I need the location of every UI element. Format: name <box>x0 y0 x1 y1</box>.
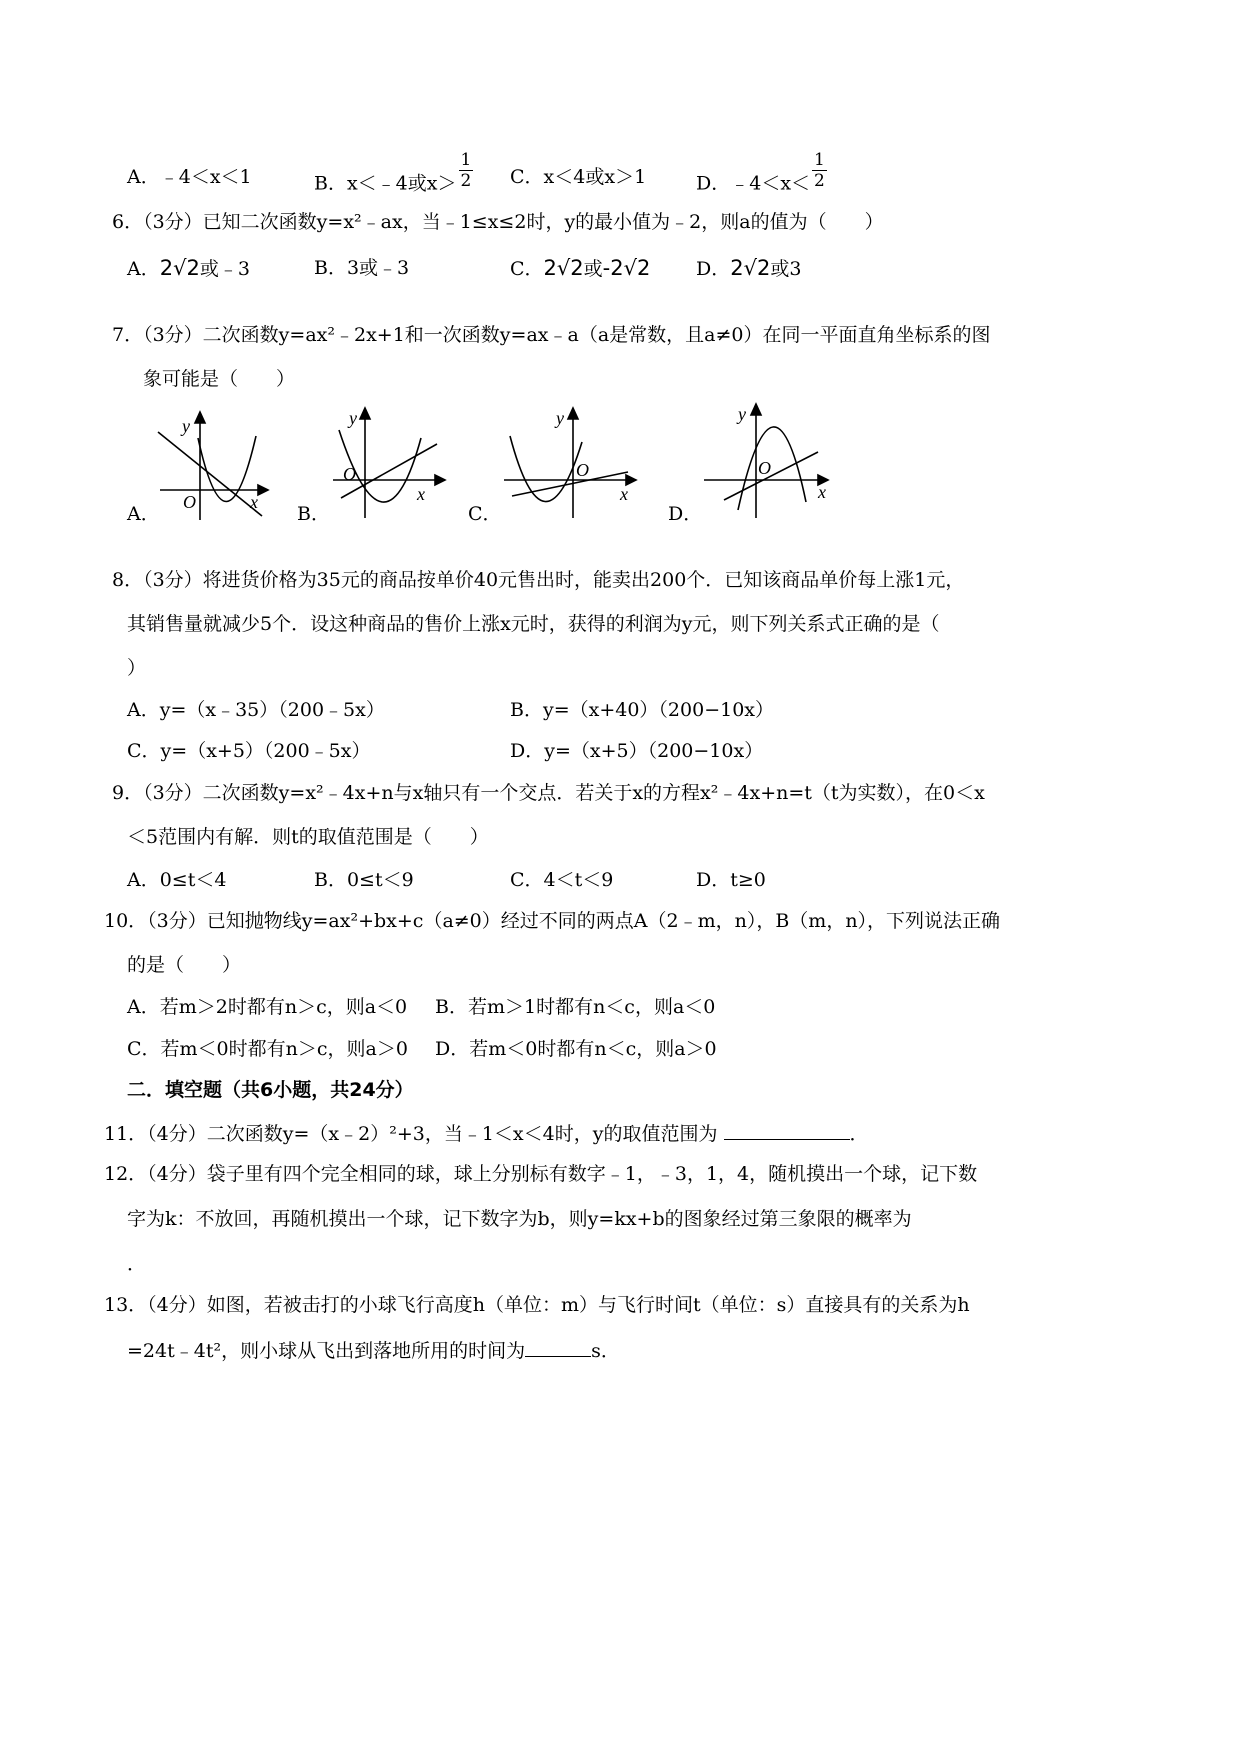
q6-option-b: B．3或﹣3 <box>314 257 410 279</box>
q8-option-b: B．y=（x+40）（200−10x） <box>510 699 775 721</box>
q7-stem-line2: 象可能是（ ） <box>143 368 296 390</box>
q9-option-a: A．0≤t＜4 <box>127 869 227 891</box>
q12-stem-line1: 12．（4分）袋子里有四个完全相同的球，球上分别标有数字﹣1，﹣3，1，4，随机摸出一个球，记下数 <box>104 1163 978 1185</box>
q8-stem-line1: 8．（3分）将进货价格为35元的商品按单价40元售出时，能卖出200个．已知该商品单价每上涨1元， <box>112 569 965 591</box>
axis-y-label: y <box>349 408 357 428</box>
q7-graph-b <box>325 400 455 522</box>
origin-label: O <box>183 492 196 512</box>
parabola <box>510 436 582 502</box>
x-arrow-icon <box>258 485 268 495</box>
q8-option-c: C．y=（x+5）（200﹣5x） <box>127 740 371 762</box>
origin-label: O <box>758 458 771 478</box>
q5-option-d: D．﹣4＜x＜ $\frac{1}{2}$ <box>696 150 825 195</box>
q7-graph-a <box>150 408 275 523</box>
line <box>158 432 262 516</box>
axis-x-label: x <box>417 484 425 504</box>
q8-option-a: A．y=（x﹣35）（200﹣5x） <box>127 699 385 721</box>
q7-graph-d <box>700 400 835 522</box>
x-arrow-icon <box>435 475 445 485</box>
origin-label: O <box>343 464 356 484</box>
q10-stem-line2: 的是（ ） <box>127 954 242 976</box>
q10-stem-line1: 10．（3分）已知抛物线y=ax²+bx+c（a≠0）经过不同的两点A（2﹣m，n），B（m，n），下列说法正确 <box>104 910 1001 932</box>
axis-y-label: y <box>556 408 564 428</box>
q5-option-a: A．﹣4＜x＜1 <box>127 166 252 188</box>
q10-option-d: D．若m＜0时都有n＜c，则a＞0 <box>435 1038 717 1060</box>
q7-graph-a-label: A． <box>127 503 160 525</box>
q6-stem: 6．（3分）已知二次函数y=x²﹣ax，当﹣1≤x≤2时，y的最小值为﹣2，则a的值为（ ） <box>112 211 884 233</box>
q7-stem-line1: 7．（3分）二次函数y=ax²﹣2x+1和一次函数y=ax﹣a（a是常数，且a≠0）在同一平面直角坐标系的图 <box>112 324 991 346</box>
axis-x-label: x <box>818 482 826 502</box>
y-arrow-icon <box>751 404 761 415</box>
origin-label: O <box>576 460 589 480</box>
axis-x-label: x <box>250 492 258 512</box>
q7-graph-d-label: D． <box>668 503 703 525</box>
q11-stem: 11．（4分）二次函数y=（x﹣2）²+3，当﹣1＜x＜4时，y的取值范围为 ． <box>104 1119 869 1147</box>
q9-option-c: C．4＜t＜9 <box>510 869 614 891</box>
q12-stem-line3: ． <box>127 1253 147 1275</box>
axis-y-label: y <box>738 404 746 424</box>
parabola <box>738 427 806 510</box>
q7-graph-c <box>498 400 643 522</box>
q9-option-d: D．t≥0 <box>696 869 766 891</box>
q5-option-b: B．x＜﹣4或x＞ $\frac{1}{2}$ <box>314 150 472 195</box>
fraction-half: $\frac{1}{2}$ <box>460 150 472 191</box>
parabola <box>198 436 256 502</box>
q8-stem-line3: ） <box>127 657 147 679</box>
q7-graph-b-label: B． <box>297 503 330 525</box>
fraction-half: $\frac{1}{2}$ <box>814 150 825 191</box>
answer-blank[interactable] <box>724 1119 850 1140</box>
q6-option-d: D．2√2或3 <box>696 256 802 280</box>
q7-graph-c-label: C． <box>468 503 502 525</box>
q6-option-c: C．2√2或-2√2 <box>510 256 651 280</box>
q12-stem-line2: 字为k：不放回，再随机摸出一个球，记下数字为b，则y=kx+b的图象经过第三象限的概率为 <box>127 1208 912 1230</box>
q13-stem-line1: 13．（4分）如图，若被击打的小球飞行高度h（单位：m）与飞行时间t（单位：s）直接具有的关系为h <box>104 1294 970 1316</box>
q10-option-b: B．若m＞1时都有n＜c，则a＜0 <box>435 996 716 1018</box>
q6-option-a: A．2√2或﹣3 <box>127 256 250 280</box>
y-arrow-icon <box>360 408 370 419</box>
q9-stem-line1: 9．（3分）二次函数y=x²﹣4x+n与x轴只有一个交点．若关于x的方程x²﹣4x+n=t（t为实数），在0＜x <box>112 782 985 804</box>
q10-option-c: C．若m＜0时都有n＞c，则a＞0 <box>127 1038 408 1060</box>
section-title: 二．填空题（共6小题，共24分） <box>127 1079 414 1101</box>
q8-stem-line2: 其销售量就减少5个．设这种商品的售价上涨x元时，获得的利润为y元，则下列关系式正确的是（ <box>127 613 940 635</box>
y-arrow-icon <box>195 412 205 423</box>
q5-option-c: C．x＜4或x＞1 <box>510 166 647 188</box>
y-arrow-icon <box>568 408 578 419</box>
q9-stem-line2: ＜5范围内有解．则t的取值范围是（ ） <box>127 826 489 848</box>
q8-option-d: D．y=（x+5）（200−10x） <box>510 740 764 762</box>
axis-x-label: x <box>620 484 628 504</box>
q13-stem-line2: =24t﹣4t²，则小球从飞出到落地所用的时间为 s． <box>127 1336 620 1364</box>
q10-option-a: A．若m＞2时都有n＞c，则a＜0 <box>127 996 408 1018</box>
axis-y-label: y <box>182 416 190 436</box>
answer-blank[interactable] <box>525 1336 591 1357</box>
q9-option-b: B．0≤t＜9 <box>314 869 414 891</box>
